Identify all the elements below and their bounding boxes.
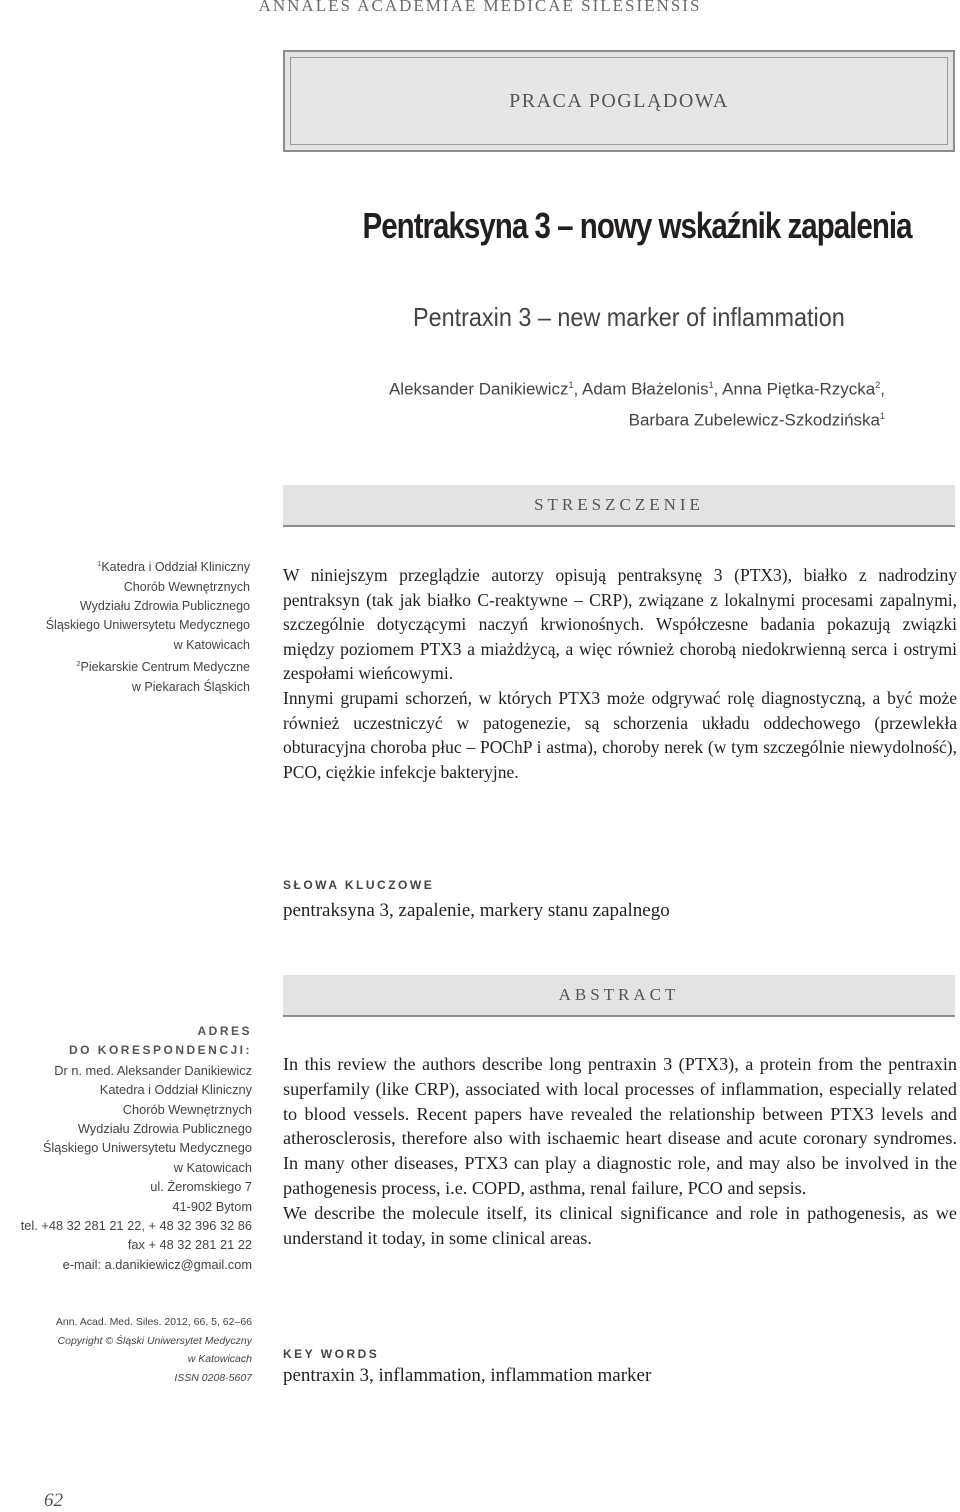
section-bar-abstract: [283, 975, 955, 1017]
address-line: Dr n. med. Aleksander Danikiewicz: [54, 1062, 252, 1078]
article-type-box-inner: [290, 57, 948, 145]
section-label-abstract: ABSTRACT: [558, 985, 680, 1004]
article-type-box: [283, 50, 955, 152]
citation-ref: Ann. Acad. Med. Siles. 2012, 66, 5, 62–66: [55, 1316, 252, 1328]
author-separator: ,: [713, 379, 723, 399]
abstract-english: [283, 1052, 957, 1250]
author-name: Anna Piętka-Rzycka: [722, 379, 876, 399]
section-label-streszczenie: STRESZCZENIE: [534, 495, 704, 514]
keywords-polish: pentraksyna 3, zapalenie, markery stanu zapalnego: [283, 900, 670, 921]
author-affiliation: 1: [879, 410, 885, 421]
author-separator: ,: [880, 379, 885, 399]
keywords-polish-heading: SŁOWA KLUCZOWE: [283, 878, 435, 892]
address-line: ul. Żeromskiego 7: [150, 1179, 252, 1195]
abstract-polish: [283, 563, 957, 784]
affiliations: [46, 555, 250, 697]
address-line: Wydziału Zdrowia Publicznego: [77, 1121, 252, 1137]
affiliation-line: Chorób Wewnętrznych: [123, 579, 250, 594]
article-type: PRACA POGLĄDOWA: [509, 89, 729, 112]
author-name: Barbara Zubelewicz-Szkodzińska: [628, 410, 880, 430]
affiliation-number: 2: [76, 661, 81, 669]
abstract-paragraph: W niniejszym przeglądzie autorzy opisują pentraksynę 3 (PTX3), białko z nadrodziny pentraksyn (tak jak białko C-reaktywne – CRP), związane z lokalnymi procesami zapalnymi, szczególnie dotyczącymi naczyń krwionośnych. Współczesne badania pokazują związki między poziomem PTX3 a miażdżycą, a więc również chorobą niedokrwienną serca i ostrymi zespołami wieńcowymi.: [283, 565, 957, 684]
address-line: Chorób Wewnętrznych: [122, 1101, 252, 1117]
journal-header: ANNALES ACADEMIAE MEDICAE SILESIENSIS: [258, 0, 702, 15]
affiliation-line: w Piekarach Śląskich: [131, 679, 250, 694]
address-phone: tel. +48 32 281 21 22, + 48 32 396 32 86: [20, 1218, 252, 1234]
page-number: 62: [44, 1490, 63, 1511]
citation-block: [56, 1313, 252, 1387]
author-affiliation: 1: [708, 380, 714, 390]
affiliation-line: Śląskiego Uniwersytetu Medycznego: [45, 618, 250, 633]
author-name: Adam Błażelonis: [582, 379, 709, 399]
affiliation-line: w Katowicach: [173, 637, 250, 652]
correspondence-heading: ADRES: [197, 1024, 252, 1038]
correspondence-address: [21, 1022, 252, 1274]
address-email[interactable]: e-mail: a.danikiewicz@gmail.com: [62, 1256, 252, 1272]
author-line-1: [389, 372, 885, 403]
address-line: w Katowicach: [173, 1159, 252, 1175]
address-line: Śląskiego Uniwersytetu Medycznego: [42, 1140, 252, 1156]
author-list: [389, 372, 885, 433]
address-fax: fax + 48 32 281 21 22: [127, 1237, 252, 1253]
author-separator: ,: [573, 379, 583, 399]
affiliation-line: $^1$Katedra i Oddział Kliniczny: [97, 560, 250, 575]
author-affiliation: 1: [568, 380, 574, 390]
abstract-paragraph: Innymi grupami schorzeń, w których PTX3 może odgrywać rolę diagnostyczną, a być może również uczestniczyć w patogenezie, są schorzenia układu oddechowego (przewlekła obturacyjna choroba płuc – POChP i astma), choroby nerek (w tym szczególnie niewydolność), PCO, ciężkie infekcje bakteryjne.: [283, 687, 957, 782]
affiliation-number: 1: [97, 561, 102, 568]
abstract-paragraph: We describe the molecule itself, its clinical significance and role in pathogenesis, as we understand it today, in some clinical areas.: [283, 1202, 957, 1248]
correspondence-heading: DO KORESPONDENCJI:: [68, 1043, 252, 1058]
citation-copyright: Copyright © Śląski Uniwersytet Medyczny: [57, 1334, 252, 1347]
title-english: Pentraxin 3 – new marker of inflammation: [413, 302, 845, 332]
affiliation-line: Wydziału Zdrowia Publicznego: [79, 598, 250, 613]
citation-issn: ISSN 0208-5607: [174, 1371, 252, 1384]
author-affiliation: 2: [875, 380, 881, 390]
author-name: Aleksander Danikiewicz: [388, 379, 569, 399]
author-line-2: [389, 403, 885, 434]
keywords-english: pentraxin 3, inflammation, inflammation marker: [283, 1365, 652, 1386]
address-line: 41-902 Bytom: [172, 1198, 252, 1214]
affiliation-line: $^2$Piekarskie Centrum Medyczne: [76, 660, 250, 675]
abstract-paragraph: In this review the authors describe long pentraxin 3 (PTX3), a protein from the pentraxin superfamily (like CRP), associated with local processes of inflammation, especially related to blood vessels. Recent papers have revealed the relationship between PTX3 levels and atherosclerosis, therefore also with ischaemic heart disease and acute coronary syndromes. In many other diseases, PTX3 can play a diagnostic role, and may also be involved in the pathogenesis process, i.e. COPD, asthma, renal failure, PCO and sepsis.: [283, 1054, 957, 1198]
section-bar-streszczenie: [283, 485, 955, 527]
title-polish: Pentraksyna 3 – nowy wskaźnik zapalenia: [362, 205, 912, 246]
citation-place: w Katowicach: [187, 1353, 252, 1365]
keywords-english-heading: KEY WORDS: [283, 1347, 380, 1361]
address-line: Katedra i Oddział Kliniczny: [99, 1082, 252, 1098]
